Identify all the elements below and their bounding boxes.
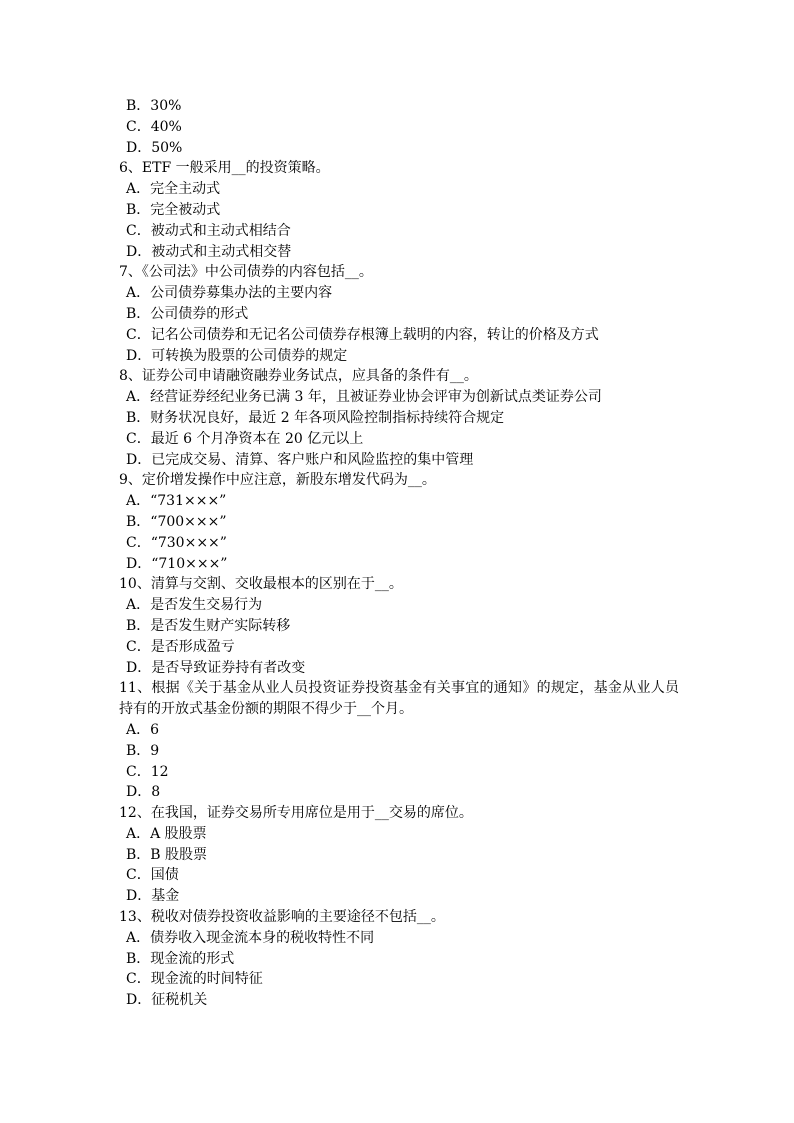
answer-option: D．被动式和主动式相交替 <box>126 243 292 260</box>
answer-option: D．征税机关 <box>126 992 208 1009</box>
answer-option: A．6 <box>126 721 160 738</box>
question-text: 13、税收对债券投资收益影响的主要途径不包括__。 <box>119 909 445 926</box>
answer-option: C．被动式和主动式相结合 <box>126 222 291 239</box>
answer-option: B．9 <box>126 742 160 759</box>
answer-option: B．完全被动式 <box>126 201 221 218</box>
answer-option: B．公司债券的形式 <box>126 305 249 322</box>
answer-option: B．“700×××” <box>126 513 227 530</box>
answer-option: C．12 <box>126 763 169 780</box>
answer-option: A．债券收入现金流本身的税收特性不同 <box>126 929 375 946</box>
answer-option: A．“731×××” <box>126 493 227 510</box>
answer-option: C．最近 6 个月净资本在 20 亿元以上 <box>126 430 364 447</box>
answer-option: A．经营证券经纪业务已满 3 年，且被证券业协会评审为创新试点类证券公司 <box>126 389 602 406</box>
exam-content <box>119 96 679 1011</box>
question-text: 9、定价增发操作中应注意，新股东增发代码为__。 <box>119 472 436 489</box>
answer-option: B．现金流的形式 <box>126 950 235 967</box>
answer-option: B．30% <box>126 98 182 114</box>
answer-option: A．是否发生交易行为 <box>126 597 263 614</box>
answer-option: C．是否形成盈亏 <box>126 638 235 655</box>
question-text: 7、《公司法》中公司债券的内容包括__。 <box>119 264 373 281</box>
answer-option: C．国债 <box>126 867 179 884</box>
answer-option: B．B 股股票 <box>126 846 208 863</box>
answer-option: D．8 <box>126 784 161 801</box>
answer-option: D．基金 <box>126 888 180 905</box>
answer-option: B．财务状况良好，最近 2 年各项风险控制指标持续符合规定 <box>126 409 505 426</box>
answer-option: D．可转换为股票的公司债券的规定 <box>126 347 348 364</box>
answer-option: D．50% <box>126 139 183 156</box>
answer-option: C．现金流的时间特征 <box>126 971 263 988</box>
answer-option: A．公司债券募集办法的主要内容 <box>126 285 333 302</box>
answer-option: D．是否导致证券持有者改变 <box>126 659 306 676</box>
answer-option: C．“730×××” <box>126 534 227 551</box>
answer-option: C．记名公司债券和无记名公司债券存根簿上载明的内容，转让的价格及方式 <box>126 326 599 343</box>
answer-option: B．是否发生财产实际转移 <box>126 617 291 634</box>
question-text: 10、清算与交割、交收最根本的区别在于__。 <box>119 576 403 593</box>
answer-option: D．已完成交易、清算、客户账户和风险监控的集中管理 <box>126 451 474 468</box>
question-text: 8、证券公司申请融资融券业务试点，应具备的条件有__。 <box>119 368 478 385</box>
question-text: 12、在我国，证券交易所专用席位是用于__交易的席位。 <box>119 805 473 822</box>
answer-option: A．A 股股票 <box>126 825 207 842</box>
answer-option: C．40% <box>126 118 182 135</box>
answer-option: A．完全主动式 <box>126 181 221 198</box>
question-text: 6、ETF 一般采用__的投资策略。 <box>119 160 330 177</box>
answer-option: D．“710×××” <box>126 555 228 572</box>
question-text: 11、根据《关于基金从业人员投资证券投资基金有关事宜的通知》的规定，基金从业人员持有的开放式基金份额的期限不得少于__个月。 <box>119 680 679 718</box>
